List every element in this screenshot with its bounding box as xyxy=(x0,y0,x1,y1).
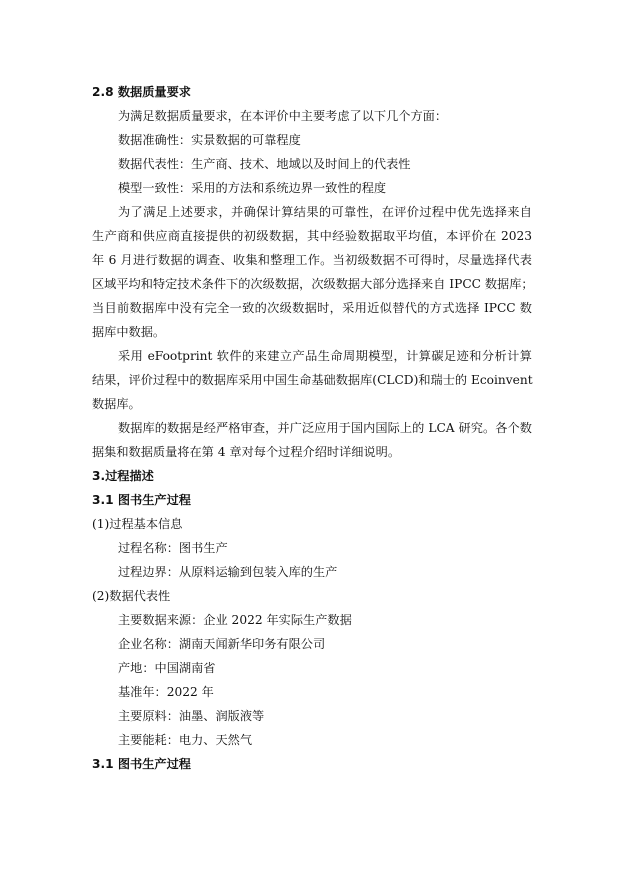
main-data-source: 主要数据来源：企业 2022 年实际生产数据 xyxy=(118,613,352,627)
quality-item-consistency: 模型一致性：采用的方法和系统边界一致性的程度 xyxy=(118,181,387,195)
paragraph-line: 结果，评价过程中的数据库采用中国生命基础数据库(CLCD)和瑞士的 Ecoinvent xyxy=(92,373,533,387)
paragraph-line: 当目前数据库中没有完全一致的次级数据时，采用近似替代的方式选择 IPCC 数 xyxy=(92,301,532,315)
main-energy: 主要能耗：电力、天然气 xyxy=(118,733,253,747)
paragraph-line: 据库中数据。 xyxy=(92,325,166,339)
base-year: 基准年：2022 年 xyxy=(118,685,214,699)
subsection-heading-3-1-repeat: 3.1 图书生产过程 xyxy=(92,757,191,771)
paragraph-line: 数据库的数据是经严格审查，并广泛应用于国内国际上的 LCA 研究。各个数 xyxy=(118,421,532,435)
intro-line: 为满足数据质量要求，在本评价中主要考虑了以下几个方面： xyxy=(118,109,448,123)
process-name: 过程名称：图书生产 xyxy=(118,541,228,555)
paragraph-line: 采用 eFootprint 软件的来建立产品生命周期模型，计算碳足迹和分析计算 xyxy=(118,349,532,363)
paragraph-line: 生产商和供应商直接提供的初级数据，其中经验数据取平均值，本评价在 2023 xyxy=(92,229,532,243)
process-boundary: 过程边界：从原料运输到包装入库的生产 xyxy=(118,565,338,579)
company-name: 企业名称：湖南天闻新华印务有限公司 xyxy=(118,637,326,651)
section-heading-3: 3.过程描述 xyxy=(92,469,154,483)
quality-item-representativeness: 数据代表性：生产商、技术、地域以及时间上的代表性 xyxy=(118,157,411,171)
quality-item-accuracy: 数据准确性：实景数据的可靠程度 xyxy=(118,133,301,147)
paragraph-line: 据集和数据质量将在第 4 章对每个过程介绍时详细说明。 xyxy=(92,445,401,459)
origin: 产地：中国湖南省 xyxy=(118,661,216,675)
basic-info-title: (1)过程基本信息 xyxy=(92,517,183,531)
page-content xyxy=(92,80,532,776)
main-materials: 主要原料：油墨、润版液等 xyxy=(118,709,265,723)
section-heading-2-8: 2.8 数据质量要求 xyxy=(92,85,191,99)
paragraph-line: 数据库。 xyxy=(92,397,141,411)
subsection-heading-3-1: 3.1 图书生产过程 xyxy=(92,493,191,507)
paragraph-line: 为了满足上述要求，并确保计算结果的可靠性，在评价过程中优先选择来自 xyxy=(118,205,532,219)
paragraph-line: 区域平均和特定技术条件下的次级数据，次级数据大部分选择来自 IPCC 数据库； xyxy=(92,277,534,291)
paragraph-line: 年 6 月进行数据的调查、收集和整理工作。当初级数据不可得时，尽量选择代表 xyxy=(92,253,532,267)
representativeness-title: (2)数据代表性 xyxy=(92,589,171,603)
